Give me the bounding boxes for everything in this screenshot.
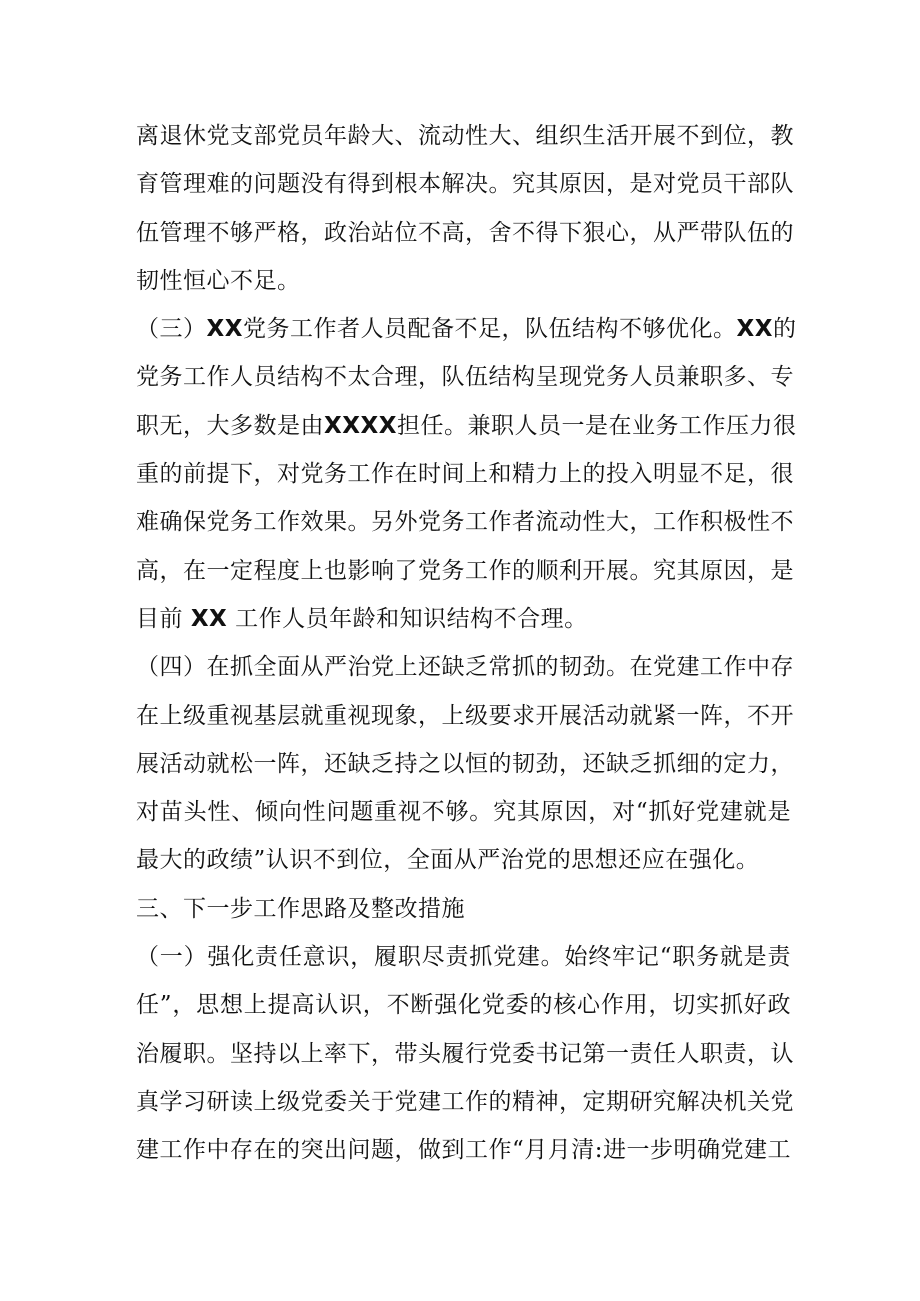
text-line: 党务工作人员结构不太合理，队伍结构呈现党务人员兼职多、专 — [136, 364, 794, 391]
text-line — [136, 402, 797, 450]
text-line — [136, 595, 791, 643]
text-span: （三） — [136, 316, 207, 343]
text-line: 在上级重视基层就重视现象，上级要求开展活动就紧一阵，不开 — [136, 702, 794, 729]
section-heading: 三、下一步工作思路及整改措施 — [136, 895, 465, 922]
text-span: 目前 — [136, 605, 183, 632]
text-line: 韧性恒心不足。 — [136, 267, 301, 294]
placeholder-text: XXXX — [324, 412, 397, 439]
text-line: 真学习研读上级党委关于党建工作的精神，定期研究解决机关党 — [136, 1088, 794, 1115]
text-line: 治履职。坚持以上率下，带头履行党委书记第一责任人职责，认 — [136, 1040, 794, 1067]
text-span: 党务工作者人员配备不足，队伍结构不够优化。 — [242, 316, 737, 343]
text-line: 重的前提下，对党务工作在时间上和精力上的投入明显不足，很 — [136, 461, 794, 488]
text-line: 任”，思想上提高认识，不断强化党委的核心作用，切实抓好政 — [136, 992, 791, 1019]
text-span: 担任。兼职人员一是在业务工作压力很 — [396, 412, 797, 439]
text-line: 最大的政绩”认识不到位，全面从严治党的思想还应在强化。 — [136, 847, 760, 874]
text-line: 育管理难的问题没有得到根本解决。究其原因，是对党员干部队 — [136, 171, 794, 198]
text-line: （一）强化责任意识，履职尽责抓党建。始终牢记“职务就是责 — [136, 944, 791, 971]
text-span: 工作人员年龄和知识结构不合理。 — [235, 605, 588, 632]
text-line: 离退休党支部党员年龄大、流动性大、组织生活开展不到位，教 — [136, 123, 794, 149]
text-line: 建工作中存在的突出问题，做到工作“月月清:进一步明确党建工 — [136, 1137, 792, 1164]
text-span: 的 — [772, 316, 797, 343]
text-span: 职无，大多数是由 — [136, 412, 324, 439]
text-line — [136, 305, 797, 353]
text-line: 对苗头性、倾向性问题重视不够。究其原因，对“抓好党建就是 — [136, 799, 791, 826]
text-line: 高，在一定程度上也影响了党务工作的顺利开展。究其原因，是 — [136, 557, 794, 584]
placeholder-text: XX — [190, 605, 228, 632]
placeholder-text: XX — [736, 316, 773, 343]
document-body — [136, 112, 797, 1175]
text-line: 伍管理不够严格，政治站位不高，舍不得下狠心，从严带队伍的 — [136, 219, 794, 246]
text-line: 展活动就松一阵，还缺乏持之以恒的韧劲，还缺乏抓细的定力， — [136, 750, 794, 777]
text-line: 难确保党务工作效果。另外党务工作者流动性大，工作积极性不 — [136, 509, 794, 536]
text-line: （四）在抓全面从严治党上还缺乏常抓的韧劲。在党建工作中存 — [136, 654, 794, 681]
placeholder-text: XX — [206, 316, 243, 343]
